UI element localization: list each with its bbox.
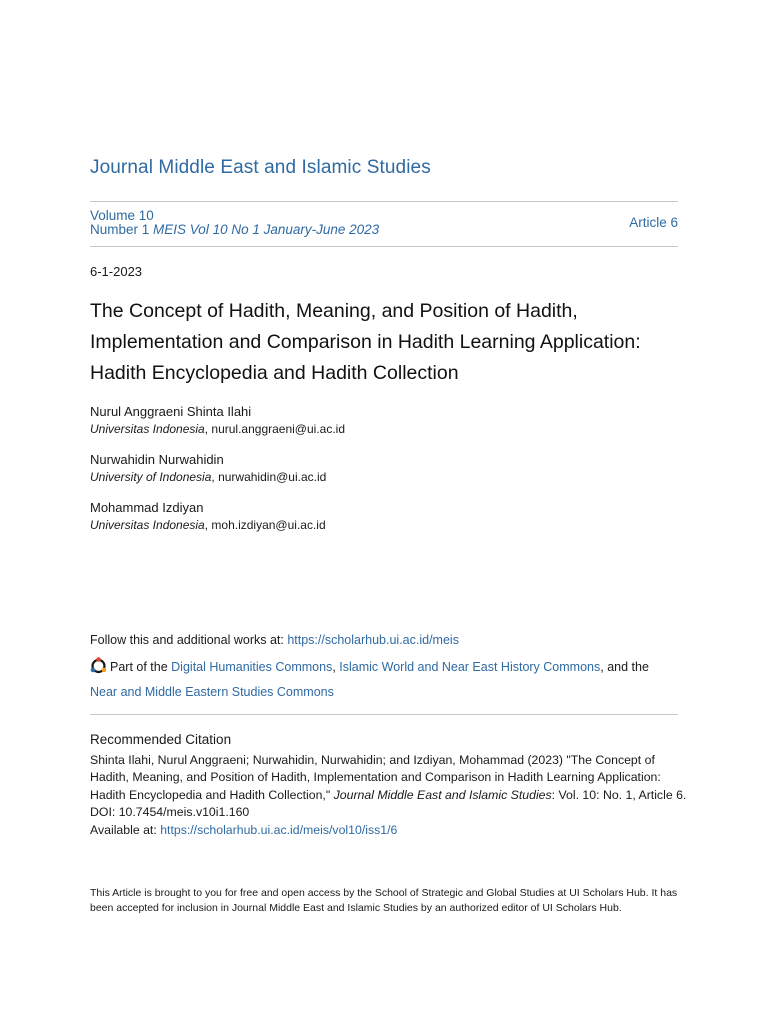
repository-link[interactable]: https://scholarhub.ui.ac.id/meis bbox=[287, 633, 459, 647]
part-of-commons: Part of the Digital Humanities Commons, Islamic World and Near East History Commons, and the Near and Middle Eastern Studies Commons bbox=[90, 656, 690, 703]
network-icon bbox=[90, 657, 107, 681]
divider bbox=[90, 246, 678, 247]
article-number-link[interactable]: Article 6 bbox=[629, 215, 678, 230]
paper-title bbox=[90, 296, 690, 389]
number-link[interactable]: Number 1 bbox=[90, 222, 150, 237]
citation-heading: Recommended Citation bbox=[90, 732, 232, 747]
author-affiliation: University of Indonesia, nurwahidin@ui.ac.id bbox=[90, 470, 327, 484]
journal-title-link[interactable]: Journal Middle East and Islamic Studies bbox=[90, 157, 431, 178]
author-name: Mohammad Izdiyan bbox=[90, 500, 204, 515]
paper-title-line: Implementation and Comparison in Hadith Learning Application: bbox=[90, 331, 641, 353]
digital-humanities-commons-link[interactable]: Digital Humanities Commons bbox=[171, 660, 333, 674]
citation-doi: DOI: 10.7454/meis.v10i1.160 bbox=[90, 805, 250, 820]
author-affiliation: Universitas Indonesia, moh.izdiyan@ui.ac.id bbox=[90, 518, 326, 532]
follow-line: Follow this and additional works at: https://scholarhub.ui.ac.id/meis bbox=[90, 633, 459, 647]
paper-title-line: The Concept of Hadith, Meaning, and Position of Hadith, bbox=[90, 300, 578, 322]
author-2 bbox=[90, 451, 326, 485]
volume-info bbox=[90, 209, 379, 237]
author-name: Nurwahidin Nurwahidin bbox=[90, 452, 224, 467]
author-name: Nurul Anggraeni Shinta Ilahi bbox=[90, 404, 252, 419]
divider bbox=[90, 201, 678, 202]
article-url-link[interactable]: https://scholarhub.ui.ac.id/meis/vol10/iss1/6 bbox=[160, 822, 398, 837]
access-note: This Article is brought to you for free and open access by the School of Strategic and Global Studies at UI Scholars Hub. It has been accepted for inclusion in Journal Middle East and Islamic Studies by an authorized editor of UI Scholars Hub. bbox=[90, 887, 678, 914]
author-affiliation: Universitas Indonesia, nurul.anggraeni@ui.ac.id bbox=[90, 422, 346, 436]
publication-date: 6-1-2023 bbox=[90, 264, 143, 279]
near-middle-eastern-commons-link[interactable]: Near and Middle Eastern Studies Commons bbox=[90, 685, 334, 699]
divider bbox=[90, 714, 678, 715]
issue-link[interactable]: MEIS Vol 10 No 1 January-June 2023 bbox=[153, 222, 380, 237]
volume-link[interactable]: Volume 10 bbox=[90, 208, 154, 223]
citation-body: Shinta Ilahi, Nurul Anggraeni; Nurwahidin, Nurwahidin; and Izdiyan, Mohammad (2023) "The Concept of Hadith, Meaning, and Position of Hadith, Implementation and Comparison in Hadith Learning Application: Hadith Encyclopedia and Hadith Collection," Journal Middle East and Islamic Studies: Vol. 10: No. 1, Article 6. DOI: 10.7454/meis.v10i1.160 Available at: https://scholarhub.ui.ac.id/meis/vol10/iss1/6 bbox=[90, 753, 687, 837]
paper-title-line: Hadith Encyclopedia and Hadith Collection bbox=[90, 362, 459, 384]
author-3 bbox=[90, 499, 326, 533]
author-1 bbox=[90, 403, 345, 437]
islamic-world-commons-link[interactable]: Islamic World and Near East History Commons bbox=[339, 660, 601, 674]
